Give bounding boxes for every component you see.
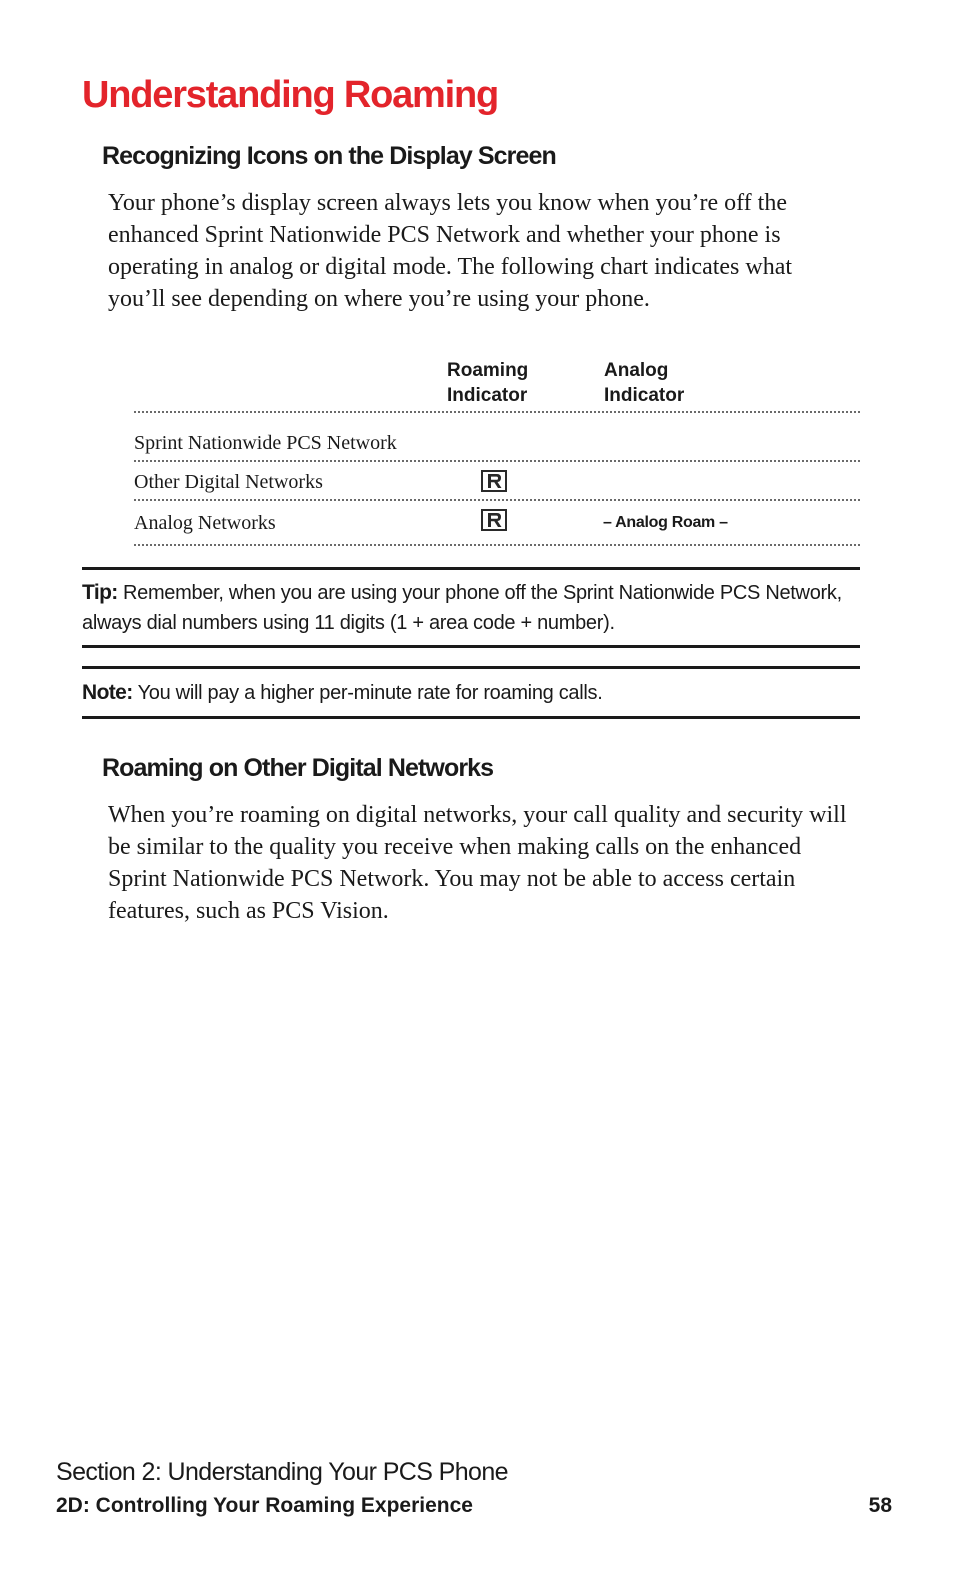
column-header-roaming-indicator: Roaming Indicator [447, 360, 529, 406]
table-divider [134, 499, 860, 501]
tip-label: Tip: [82, 581, 118, 604]
table-divider [134, 411, 860, 413]
page-number: 58 [868, 1494, 892, 1517]
page-title: Understanding Roaming [82, 74, 499, 116]
note-label: Note: [82, 681, 133, 704]
table-row-label: Analog Networks [134, 512, 276, 534]
table-row-label: Other Digital Networks [134, 471, 323, 493]
table-divider [134, 544, 860, 546]
section-heading-roaming-digital: Roaming on Other Digital Networks [102, 754, 494, 782]
tip-callout [82, 578, 842, 638]
tip-text: Remember, when you are using your phone off the Sprint Nationwide PCS Network, always dial numbers using 11 digits (1 + area code + number). [82, 582, 842, 634]
intro-paragraph: Your phone’s display screen always lets you know when you’re off the enhanced Sprint Nationwide PCS Network and whether your phone is operating in analog or digital mode. The following chart indicates what you’ll see depending on where you’re using your phone. [108, 190, 793, 312]
tip-bottom-rule [82, 645, 860, 648]
tip-top-rule [82, 567, 860, 570]
note-text: You will pay a higher per-minute rate for roaming calls. [137, 682, 603, 704]
footer-section-title: Section 2: Understanding Your PCS Phone [56, 1458, 508, 1486]
note-bottom-rule [82, 716, 860, 719]
section-heading-recognizing-icons: Recognizing Icons on the Display Screen [102, 142, 556, 170]
r-roaming-icon [481, 509, 507, 531]
note-callout [82, 678, 842, 708]
column-header-analog-indicator: Analog Indicator [604, 360, 685, 406]
table-row-label: Sprint Nationwide PCS Network [134, 432, 397, 454]
table-divider [134, 460, 860, 462]
footer-chapter-title: 2D: Controlling Your Roaming Experience [56, 1494, 473, 1517]
roaming-digital-paragraph: When you’re roaming on digital networks, your call quality and security will be similar to the quality you receive when making calls on the enhanced Sprint Nationwide PCS Network. You may not be able to access certain features, such as PCS Vision. [108, 802, 847, 924]
r-roaming-icon [481, 470, 507, 492]
analog-roam-indicator: – Analog Roam – [603, 514, 728, 531]
note-top-rule [82, 666, 860, 669]
